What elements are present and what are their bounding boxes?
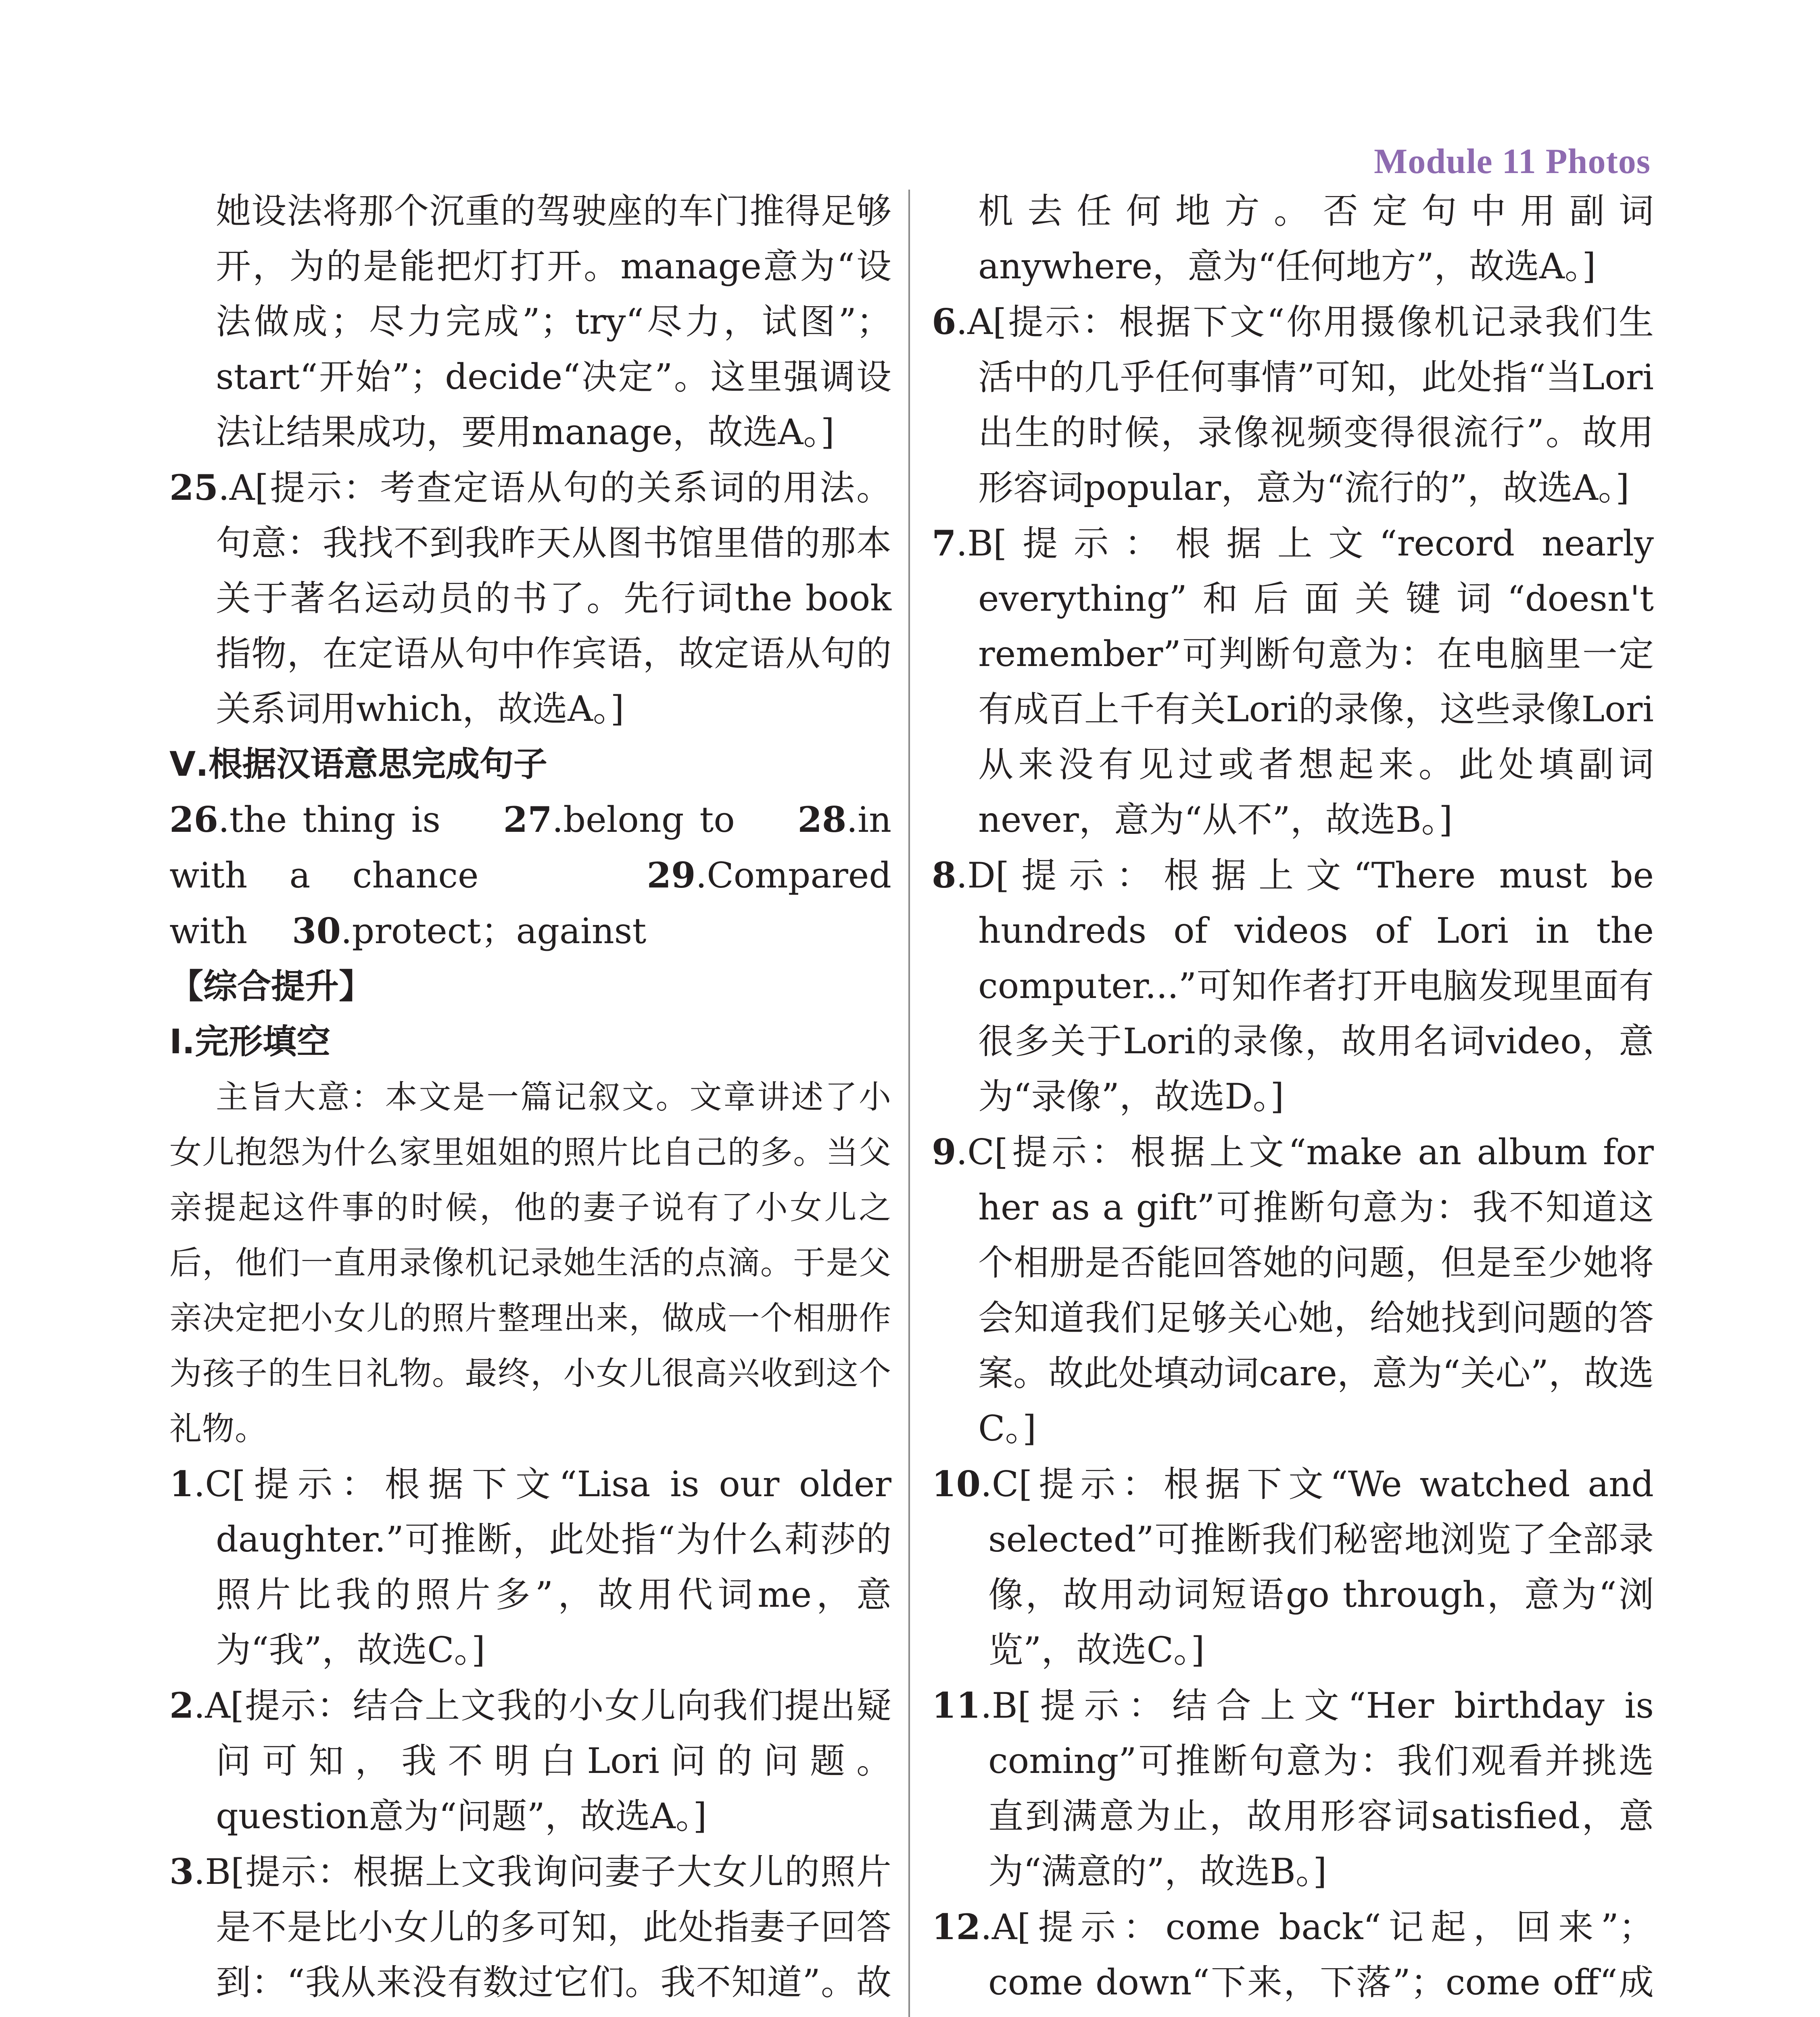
answer-text: .the thing is <box>218 799 441 840</box>
question-number: 10 <box>932 1463 981 1505</box>
answer-text: .C[提示：根据下文“Lisa is our older daughter.”可推断，此处指“为什么莉莎的照片比我的照片多”，故用代词me，意为“我”，故选C。] <box>194 1464 891 1670</box>
question-number: 25 <box>169 467 219 508</box>
answer-text: .B[提示：结合上文“Her birthday is coming”可推断句意为：我们观看并挑选直到满意为止，故用形容词satisfied，意为“满意的”，故选B。] <box>981 1685 1654 1892</box>
answer-text: .B[提示：根据上文我询问妻子大女儿的照片是不是比小女儿的多可知，此处指妻子回答到：“我从来没有数过它们。我不知道”。故 <box>194 1851 891 2003</box>
question-number: 27 <box>503 799 552 840</box>
left-column <box>169 184 891 2017</box>
answer-text: .C[提示：根据下文“We watched and selected”可推断我们秘密地浏览了全部录像，故用动词短语go through，意为“浏览”，故选C。] <box>981 1464 1654 1670</box>
answer-text: .belong to <box>552 799 735 840</box>
answer-text: .A[提示：考查定语从句的关系词的用法。句意：我找不到我昨天从图书馆里借的那本关于著名运动员的书了。先行词the book指物，在定语从句中作宾语，故定语从句的关系词用which，故选A。] <box>216 467 891 729</box>
column-divider <box>908 190 910 2017</box>
q5-continuation: 机去任何地方。否定句中用副词anywhere，意为“任何地方”，故选A。] <box>978 190 1654 287</box>
question-number: 6 <box>932 301 956 342</box>
section-heading: 【综合提升】 <box>169 967 373 1006</box>
answer-text: .A[提示：come back“记起，回来”；come down“下来，下落”；come off“成 <box>981 1906 1654 2003</box>
section-heading: Ⅰ.完形填空 <box>169 1022 331 1061</box>
passage-summary: 主旨大意：本文是一篇记叙文。文章讲述了小女儿抱怨为什么家里姐姐的照片比自己的多。当父亲提起这件事的时候，他的妻子说有了小女儿之后，他们一直用录像机记录她生活的点滴。于是父亲决定把小女儿的照片整理出来，做成一个相册作为孩子的生日礼物。最终，小女儿很高兴收到这个礼物。 <box>169 1078 891 1447</box>
answer-text: .Compared with <box>169 855 891 952</box>
question-number: 2 <box>169 1685 194 1726</box>
answer-text: .A[提示：结合上文我的小女儿向我们提出疑问可知，我不明白Lori问的问题。question意为“问题”，故选A。] <box>194 1685 891 1837</box>
q24-continuation: 她设法将那个沉重的驾驶座的车门推得足够开，为的是能把灯打开。manage意为“设法做成；尽力完成”；try“尽力，试图”；start“开始”；decide“决定”。这里强调设法让结果成功，要用manage，故选A。] <box>216 190 891 453</box>
question-number: 1 <box>169 1463 194 1505</box>
answer-item <box>932 1124 1654 1456</box>
answer-item <box>169 1678 891 1844</box>
answer-text: .A[提示：根据下文“你用摄像机记录我们生活中的几乎任何事情”可知，此处指“当Lori出生的时候，录像视频变得很流行”。故用形容词popular，意为“流行的”，故选A。] <box>956 301 1654 508</box>
answer-text: .in with a chance <box>169 799 891 896</box>
answer-item <box>169 460 891 737</box>
question-number: 11 <box>932 1685 981 1726</box>
right-column <box>932 184 1654 2017</box>
answer-item <box>932 848 1654 1124</box>
question-number: 28 <box>797 799 847 840</box>
answer-item <box>169 1844 891 2017</box>
section-heading: Ⅴ.根据汉语意思完成句子 <box>169 744 547 784</box>
fill-in-answers <box>169 792 891 959</box>
question-number: 9 <box>932 1131 956 1173</box>
question-number: 12 <box>932 1906 981 1948</box>
question-number: 8 <box>932 854 956 896</box>
question-number: 7 <box>932 522 956 564</box>
question-number: 29 <box>647 854 696 896</box>
answer-text: .B[提示：根据上文“record nearly everything”和后面关键词“doesn't remember”可判断句意为：在电脑里一定有成百上千有关Lori的录像，这些录像Lori从来没有见过或者想起来。此处填副词never，意为“从不”，故选B。] <box>956 523 1654 840</box>
answer-item <box>932 294 1654 516</box>
answer-item <box>932 1456 1654 1678</box>
answer-item <box>932 1678 1654 1899</box>
module-header: Module 11 Photos <box>1374 142 1651 181</box>
question-number: 26 <box>169 799 219 840</box>
answer-text: .protect；against <box>341 910 647 952</box>
question-number: 3 <box>169 1851 194 1892</box>
answer-text: .C[提示：根据上文“make an album for her as a gift”可推断句意为：我不知道这个相册是否能回答她的问题，但是至少她将会知道我们足够关心她，给她找到问题的答案。故此处填动词care，意为“关心”，故选C。] <box>956 1132 1654 1449</box>
answer-item <box>932 1899 1654 2017</box>
answer-item <box>169 1456 891 1678</box>
question-number: 30 <box>292 910 341 952</box>
answer-item <box>932 516 1654 848</box>
answer-text: .D[提示：根据上文“There must be hundreds of videos of Lori in the computer...”可知作者打开电脑发现里面有很多关于Lori的录像，故用名词video，意为“录像”，故选D。] <box>956 855 1654 1117</box>
